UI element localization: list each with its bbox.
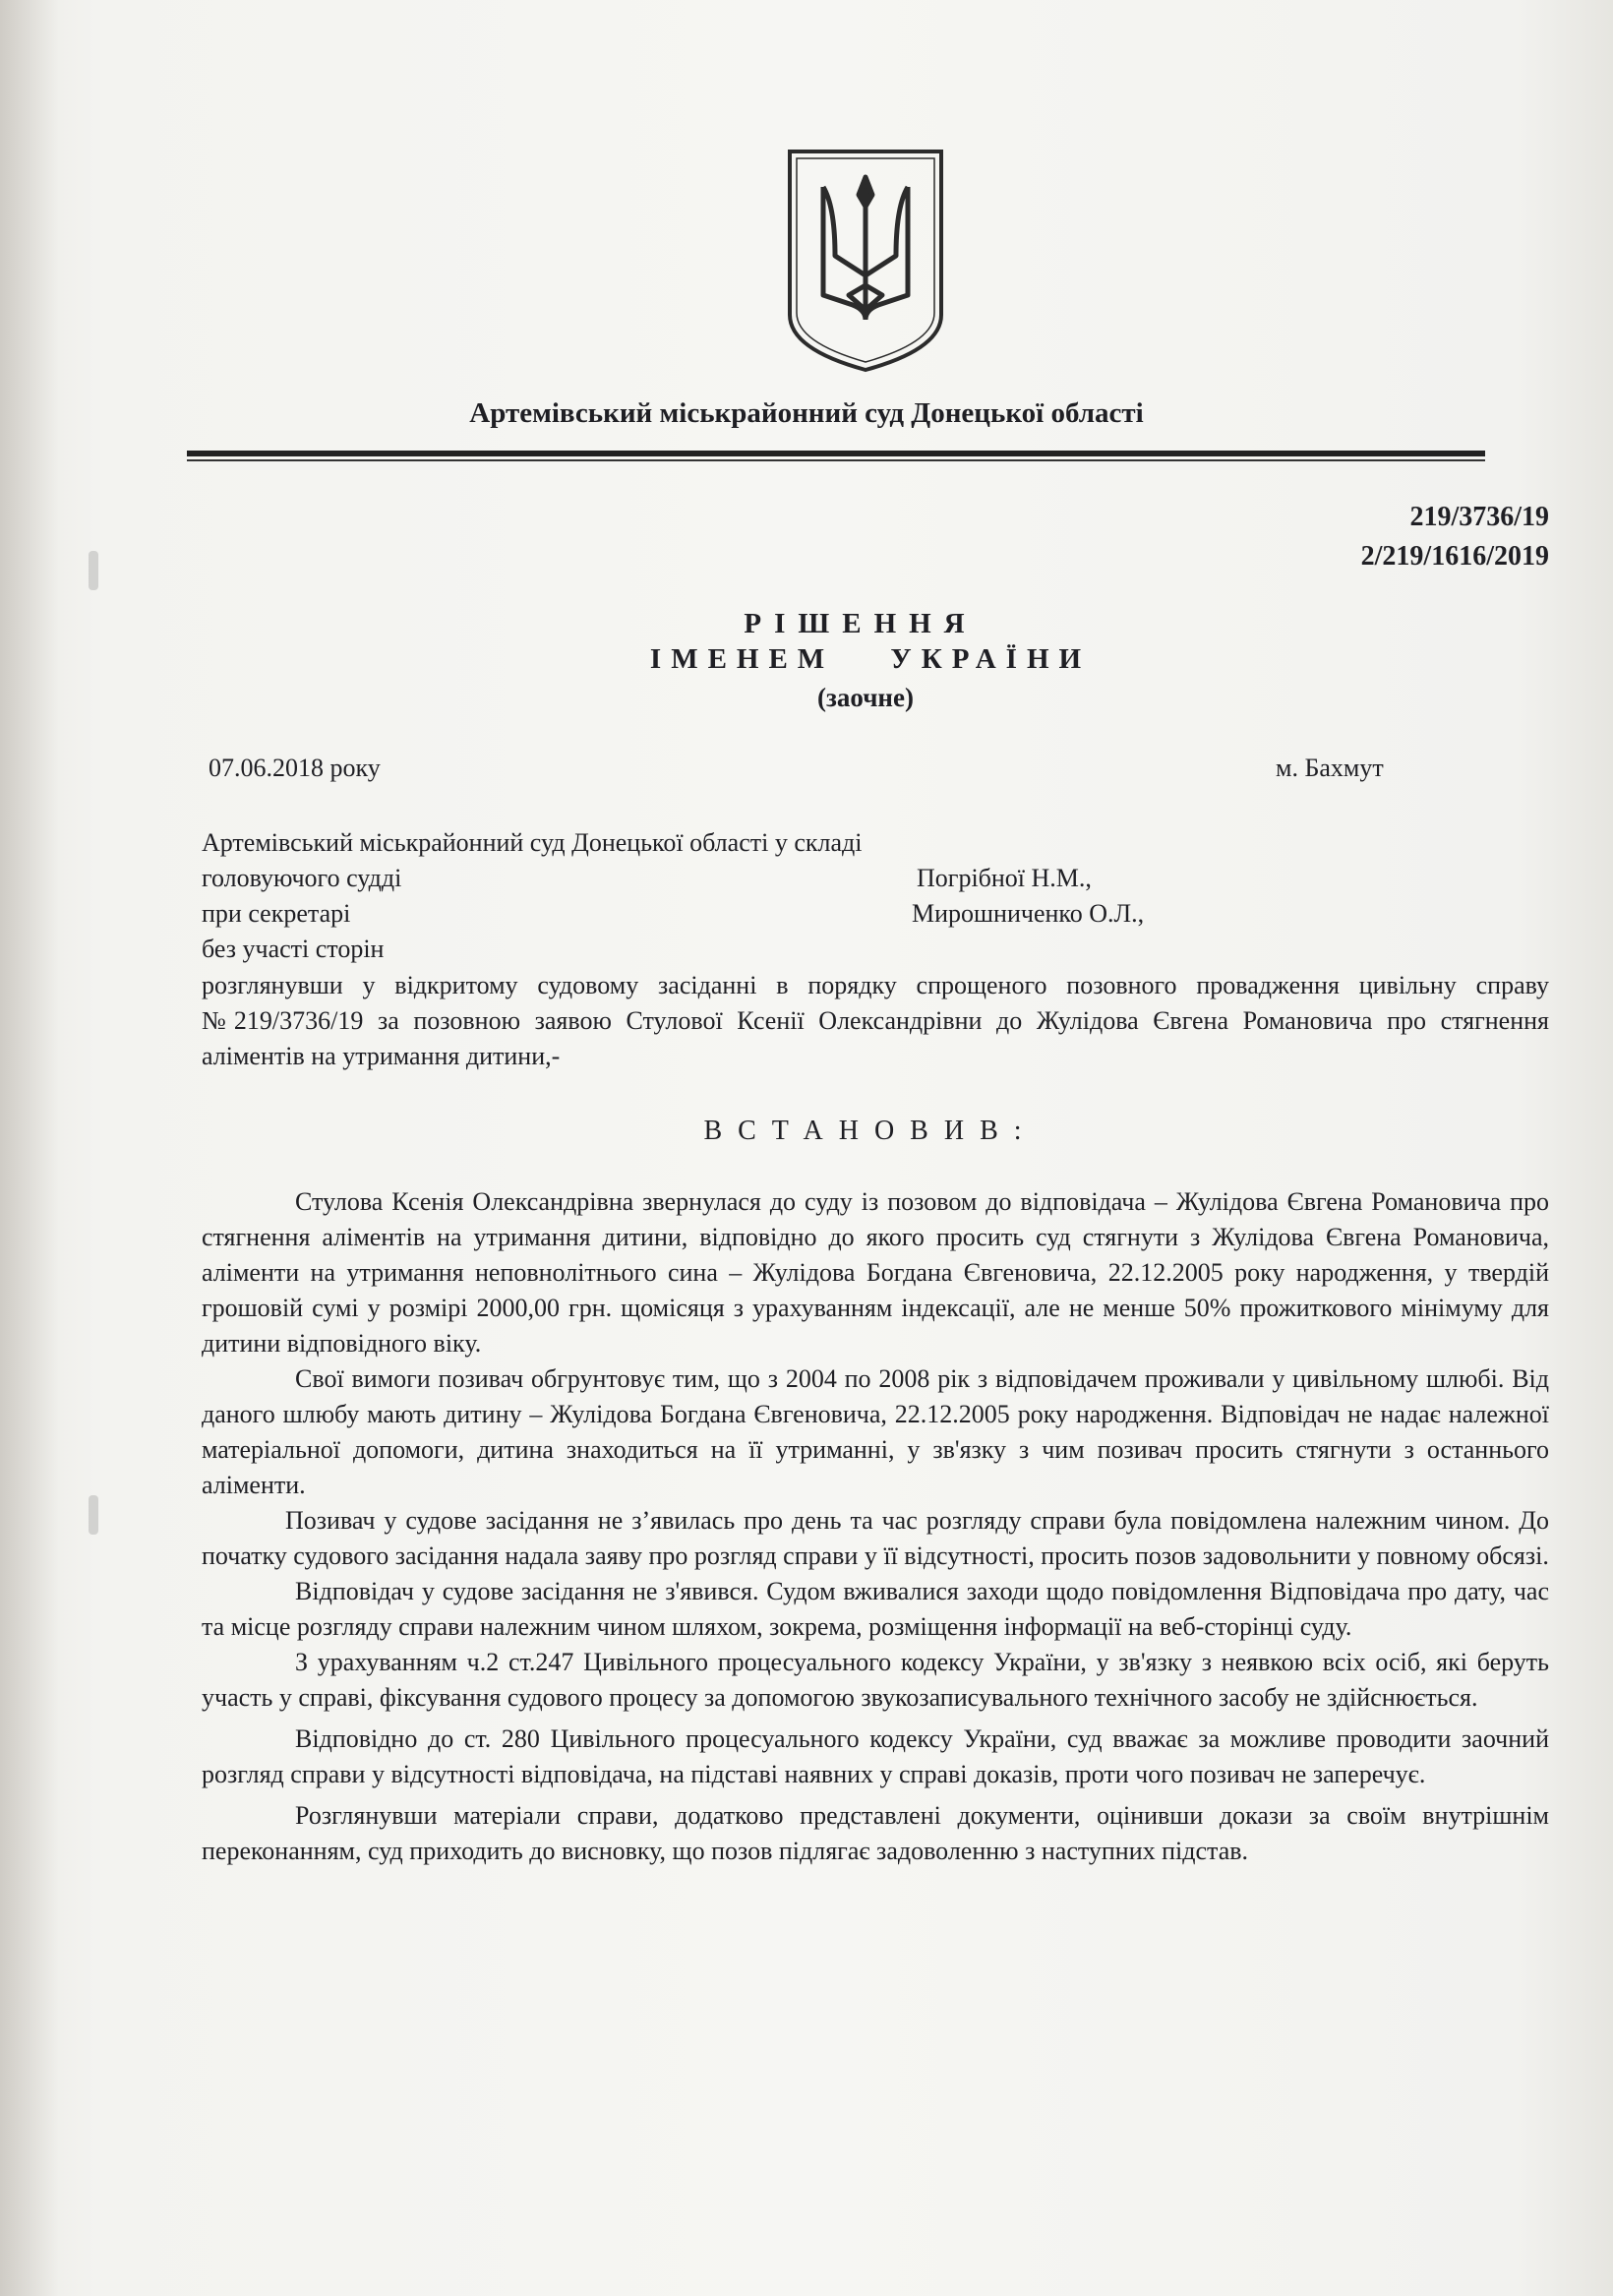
header-divider-thin — [187, 459, 1485, 461]
binding-mark — [89, 1495, 98, 1535]
page-edge-shadow — [0, 0, 59, 2296]
header-divider-thick — [187, 451, 1485, 456]
case-numbers — [1361, 498, 1549, 576]
court-name-header: Артемівський міськрайонний суд Донецької області — [469, 397, 1144, 429]
case-number-2: 2/219/1616/2019 — [1360, 541, 1549, 572]
case-intro — [202, 968, 1549, 1074]
established-heading: ВСТАНОВИВ: — [703, 1116, 1038, 1146]
secretary-label: при секретарі — [202, 899, 351, 928]
paragraph: Свої вимоги позивач обгрунтовує тим, що з 2004 по 2008 рік з відповідачем проживали у цивільному шлюбі. Від даного шлюбу мають дитину – Жулідова Богдана Євгеновича, 22.12.2005 року народження. Відповідач не надає належної матеріальної допомоги, дитина знаходиться на її утриманні, у зв'язку з чим позивач просить стягнути з останнього аліменти. — [202, 1364, 1549, 1499]
decision-subtitle: ІМЕНЕМ УКРАЇНИ — [649, 643, 1092, 675]
decision-date: 07.06.2018 року — [209, 754, 381, 782]
parties-note: без участі сторін — [202, 935, 385, 963]
findings-body — [202, 1184, 1549, 1869]
decision-city: м. Бахмут — [1276, 754, 1384, 782]
presiding-judge-label: головуючого судді — [202, 864, 402, 892]
court-composition-line: Артемівський міськрайонний суд Донецької області у складі — [202, 828, 863, 857]
decision-type: (заочне) — [817, 683, 914, 712]
decision-title: РІШЕННЯ — [744, 608, 978, 639]
paragraph: Розглянувши матеріали справи, додатково представлені документи, оцінивши докази за своїм внутрішнім переконанням, суд приходить до висновку, що позов підлягає задоволенню з наступних підстав. — [202, 1801, 1549, 1865]
case-number-1: 219/3736/19 — [1409, 502, 1549, 532]
ukraine-trident-emblem-icon — [784, 148, 947, 374]
binding-mark — [89, 551, 98, 590]
paragraph: Стулова Ксенія Олександрівна звернулася до суду із позовом до відповідача – Жулідова Євгена Романовича про стягнення аліментів на утримання дитини, відповідно до якого просить суд стягнути з Жулідова Євгена Романовича, аліменти на утримання неповнолітнього сина – Жулідова Богдана Євгеновича, 22.12.2005 року народження, у твердій грошовій сумі у розмірі 2000,00 грн. щомісяця з урахуванням індексації, але не менше 50% прожиткового мінімуму для дитини відповідного віку. — [202, 1187, 1549, 1358]
presiding-judge-name: Погрібної Н.М., — [917, 864, 1092, 892]
secretary-name: Мирошниченко О.Л., — [912, 899, 1145, 928]
paragraph: Відповідач у судове засідання не з'явився. Судом вживалися заходи щодо повідомлення Відповідача про дату, час та місце розгляду справи належним чином шляхом, зокрема, розміщення інформації на веб-сторінці суду. — [202, 1577, 1549, 1641]
paragraph: Відповідно до ст. 280 Цивільного процесуального кодексу України, суд вважає за можливе проводити заочний розгляд справи у відсутності відповідача, на підставі наявних у справі доказів, проти чого позивач не заперечує. — [202, 1724, 1549, 1788]
case-intro-text: розглянувши у відкритому судовому засіданні в порядку спрощеного позовного провадження цивільну справу №219/3736/19 за позовною заявою Стулової Ксенії Олександрівни до Жулідова Євгена Романовича про стягнення аліментів на утримання дитини,- — [202, 971, 1549, 1070]
paragraph: З урахуванням ч.2 ст.247 Цивільного процесуального кодексу України, у зв'язку з неявкою всіх осіб, які беруть участь у справі, фіксування судового процесу за допомогою звукозаписувального технічного засобу не здійснюється. — [202, 1648, 1549, 1712]
paragraph: Позивач у судове засідання не з’явилась про день та час розгляду справи була повідомлена належним чином. До початку судового засідання надала заяву про розгляд справи у її відсутності, просить позов задовольнити у повному обсязі. — [202, 1506, 1549, 1570]
